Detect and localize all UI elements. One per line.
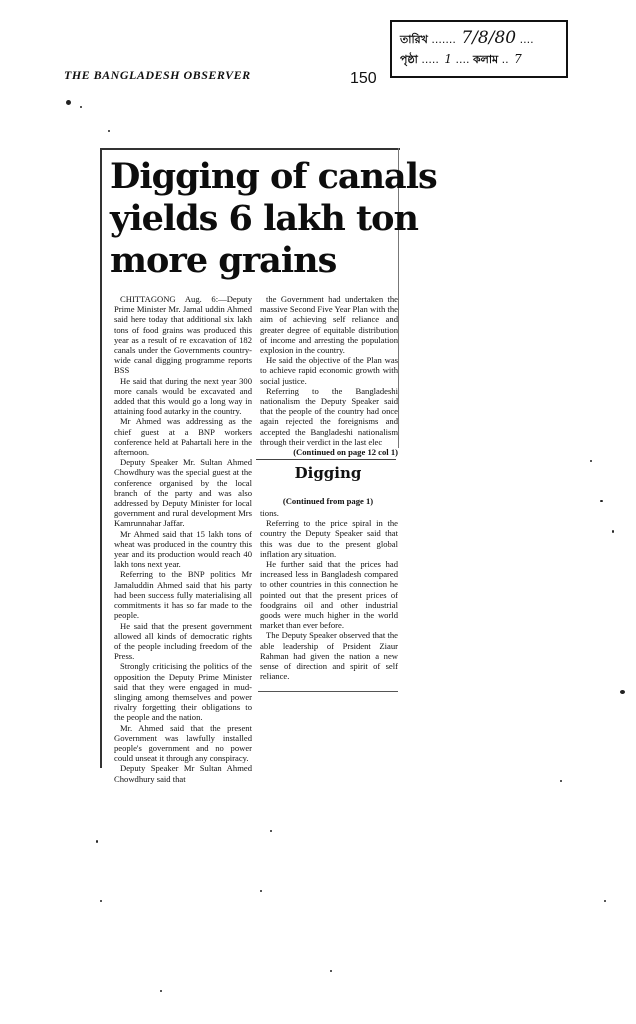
newspaper-masthead: THE BANGLADESH OBSERVER (64, 68, 251, 82)
paragraph: He further said that the prices had increased less in Bangladesh compared to other countries in this connection he pointed out that the present prices of foodgrains oil and other industrial goods were much higher in the world market than ever before. (260, 559, 398, 631)
paragraph: Referring to the Bangladeshi nationalism the Deputy Speaker said that the people of the country had once again rejected the foreignisms and accepted the Bangladeshi nationalism through their verdict in the last elec (260, 385, 398, 447)
article-column-2 (260, 294, 398, 457)
article-column-1 (114, 294, 252, 784)
stamp-date-row: তারিখ ....... 7/8/80 .... (400, 28, 534, 48)
article-headline (110, 156, 437, 282)
paragraph: Referring to the price spiral in the country the Deputy Speaker said that this was due to the present global inflation ary situation. (260, 518, 398, 559)
paragraph: tions. (260, 508, 279, 518)
column-end-rule (258, 691, 398, 692)
paragraph: He said that during the next year 300 more canals would be excavated and added that this would go a long way in attaining food autarky in the country. (114, 375, 252, 417)
paragraph: Mr. Ahmed said that the present Government was lawfully installed people's government and no power could unseat it through any conspiracy. (114, 722, 252, 764)
paragraph: He said the objective of the Plan was to achieve rapid economic growth with social justice. (260, 355, 398, 386)
paragraph: Strongly criticising the politics of the opposition the Deputy Prime Minister said that they were engaged in mud-slinging among themselves and power rivalry forgetting their obligations to the people and the nation. (114, 661, 252, 723)
paragraph: Mr Ahmed was addressing as the chief guest at a BNP workers conference held at Pahartali here in the afternoon. (114, 416, 252, 458)
stamp-page-label: পৃষ্ঠা (400, 53, 418, 66)
continued-on-note: (Continued on page 12 col 1) (293, 447, 398, 458)
jump-title: Digging (294, 464, 362, 482)
paragraph: The Deputy Speaker observed that the able leadership of Prsident Ziaur Rahman had given the nation a new sense of direction and spirit of self reliance. (260, 630, 398, 682)
stamp-col-label: কলাম (472, 53, 499, 66)
stamp-col-value: 7 (514, 52, 522, 66)
paragraph: CHITTAGONG Aug. 6:—Deputy Prime Minister Mr. Jamal uddin Ahmed said here today that additional six lakh tons of food grains was produced this year as a result of re excavation of 182 canals under the Governments country-wide canal digging programme reports BSS (114, 294, 252, 376)
paragraph: Mr Ahmed said that 15 lakh tons of wheat was produced in the country this year and its production would reach 40 lakh tons next year. (114, 528, 252, 570)
jump-divider (256, 459, 396, 460)
paragraph: Deputy Speaker Mr. Sultan Ahmed Chowdhury was the special guest at the conference organised by the local branch of the party and was also addressed by Deputy Minister for local government and rural development Mrs Kamrunnahar Jaffar. (114, 457, 252, 529)
stamp-page-value: 1 (444, 52, 452, 66)
stamp-page-row: পৃষ্ঠা ..... 1 .... কলাম .. 7 (400, 52, 522, 66)
paragraph: Deputy Speaker Mr Sultan Ahmed Chowdhury said that (114, 763, 252, 784)
jump-section (258, 461, 398, 506)
continued-from-note: (Continued from page 1) (282, 496, 374, 506)
article-column-3 (260, 508, 398, 681)
headline-line: Digging of canals (110, 156, 437, 197)
paragraph: He said that the present government allowed all kinds of democratic rights of the people including freedom of the Press. (114, 620, 252, 662)
paragraph: the Government had undertaken the massive Second Five Year Plan with the aim of achieving self reliance and greater degree of equitable distribution of income and arresting the population explosion in the country. (260, 294, 398, 356)
headline-line: more grains (110, 240, 337, 281)
archive-stamp (390, 20, 568, 78)
headline-line: yields 6 lakh ton (110, 198, 418, 239)
stamp-date-value: 7/8/80 (461, 28, 517, 48)
newspaper-clipping (100, 148, 437, 784)
clipping-edge-left (100, 148, 102, 768)
stamp-date-label: তারিখ (400, 33, 428, 46)
page-number: 150 (350, 70, 377, 87)
clipping-edge-top (100, 148, 400, 150)
paragraph: Referring to the BNP politics Mr Jamaluddin Ahmed said that his party had been success fully materialising all commitments it has so far made to the people. (114, 569, 252, 621)
